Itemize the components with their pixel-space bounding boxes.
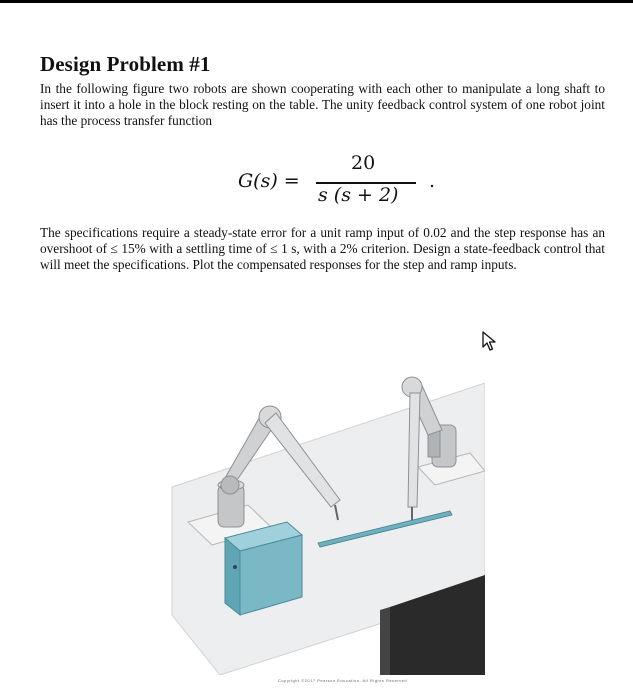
equation-denominator: s (s + 2) bbox=[318, 184, 399, 206]
block-hole bbox=[233, 565, 237, 569]
transfer-function-equation bbox=[238, 150, 438, 212]
figure-credit: Copyright ©2017 Pearson Education, All Rights Reserved bbox=[278, 678, 408, 683]
mouse-pointer-icon bbox=[482, 331, 498, 356]
block-front bbox=[225, 538, 240, 615]
cooperating-robots-figure bbox=[150, 375, 485, 675]
specifications-paragraph: The specifications require a steady-state error for a unit ramp input of 0.02 and the step response has an overshoot of ≤ 15% with a settling time of ≤ 1 s, with a 2% criterion. Design a state-feedback control that will meet the specifications. Plot the compensated responses for the step and ramp inputs. bbox=[40, 225, 605, 272]
specifications-block bbox=[40, 225, 605, 273]
equation-trailing-period: . bbox=[429, 170, 436, 192]
page-title: Design Problem #1 bbox=[40, 52, 211, 76]
equation-lhs: G(s) = bbox=[238, 170, 300, 192]
top-border bbox=[0, 0, 633, 3]
equation-numerator: 20 bbox=[351, 152, 376, 174]
intro-paragraph: In the following figure two robots are shown cooperating with each other to manipulate a long shaft to insert it into a hole in the block resting on the table. The unity feedback control system of one robot joint has the process transfer function bbox=[40, 81, 605, 128]
problem-header bbox=[40, 52, 605, 129]
